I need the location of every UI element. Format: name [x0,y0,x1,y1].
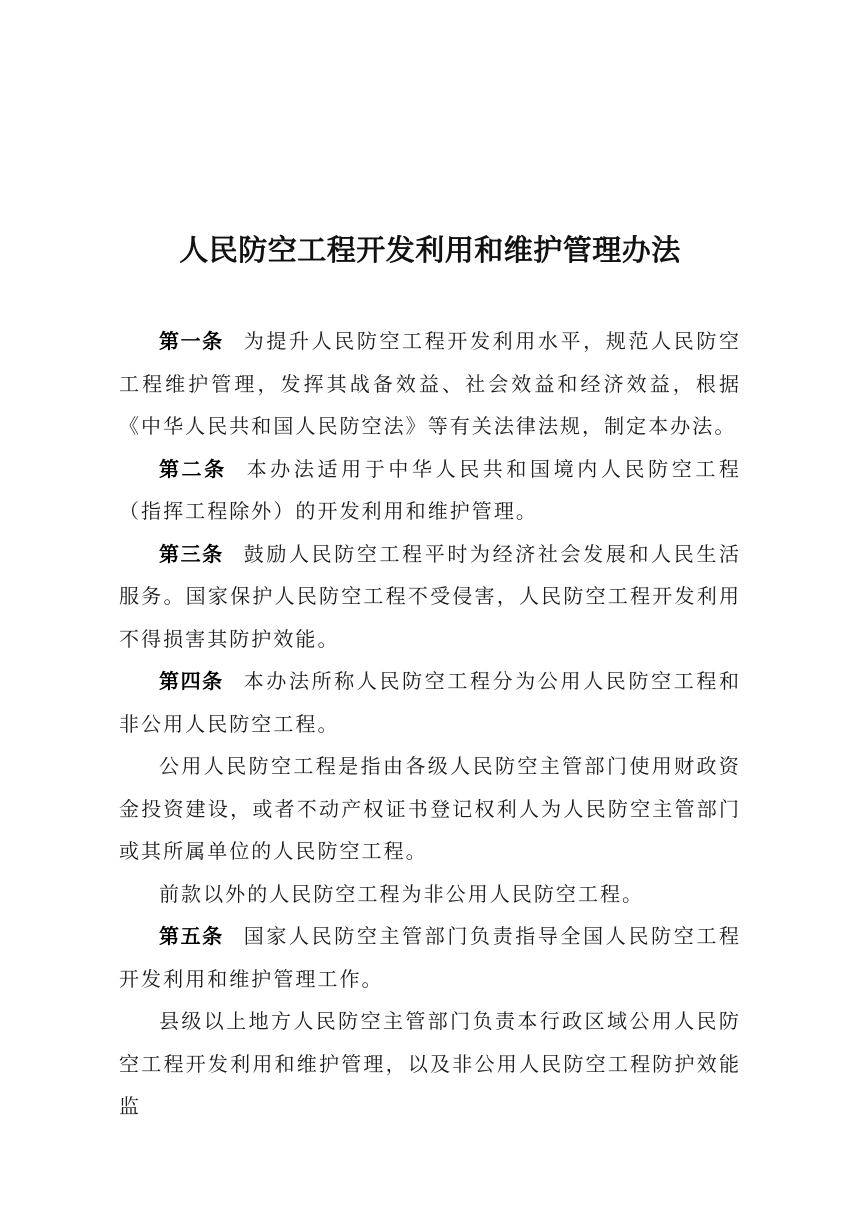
article-label: 第三条 [159,541,224,566]
article-text: 国家人民防空主管部门负责指导全国人民防空工程开发利用和维护管理工作。 [119,924,742,991]
article-label: 第二条 [159,456,227,481]
document-body [119,320,741,1128]
article-3 [119,533,741,661]
article-4-clause-3 [119,873,741,916]
article-text: 为提升人民防空工程开发利用水平，规范人民防空工程维护管理，发挥其战备效益、社会效益和经济效益，根据《中华人民共和国人民防空法》等有关法律法规，制定本办法。 [119,329,742,438]
article-5-clause-2 [119,1000,741,1128]
article-label: 第一条 [159,329,224,353]
clause-text: 前款以外的人民防空工程为非公用人民防空工程。 [159,881,645,906]
article-text: 本办法适用于中华人民共和国境内人民防空工程（指挥工程除外）的开发利用和维护管理。 [119,456,741,523]
article-4 [119,660,741,745]
clause-text: 公用人民防空工程是指由各级人民防空主管部门使用财政资金投资建设，或者不动产权证书登记权利人为人民防空主管部门或其所属单位的人民防空工程。 [119,754,741,863]
article-text: 鼓励人民防空工程平时为经济社会发展和人民生活服务。国家保护人民防空工程不受侵害，人民防空工程开发利用不得损害其防护效能。 [119,541,742,651]
document-title: 人民防空工程开发利用和维护管理办法 [179,233,681,267]
article-text: 本办法所称人民防空工程分为公用人民防空工程和非公用人民防空工程。 [119,669,742,736]
article-4-clause-2 [119,745,741,873]
article-label: 第五条 [159,924,224,948]
article-1 [119,320,741,448]
clause-text: 县级以上地方人民防空主管部门负责本行政区域公用人民防空工程开发利用和维护管理，以及非公用人民防空工程防护效能监 [119,1009,741,1118]
article-5 [119,915,741,1000]
article-2 [119,448,741,533]
article-label: 第四条 [159,669,224,693]
